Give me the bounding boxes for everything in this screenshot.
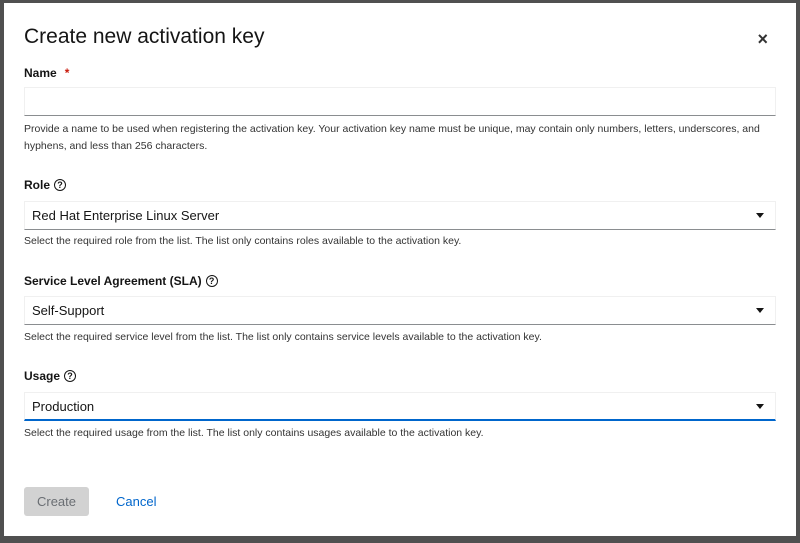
- role-label-text: Role: [24, 178, 51, 192]
- role-value: Red Hat Enterprise Linux Server: [32, 208, 220, 223]
- usage-select[interactable]: [24, 392, 776, 421]
- sla-label: [24, 274, 218, 288]
- usage-label-text: Usage: [24, 369, 61, 383]
- caret-down-icon: [756, 213, 764, 218]
- caret-down-icon: [756, 308, 764, 313]
- create-button[interactable]: Create: [24, 487, 89, 516]
- usage-value: Production: [32, 398, 95, 414]
- name-label: [24, 66, 69, 80]
- help-icon[interactable]: ?: [54, 179, 66, 191]
- create-activation-key-modal: [4, 3, 796, 536]
- sla-select[interactable]: [24, 296, 776, 325]
- usage-help-text: Select the required usage from the list. The list only contains usages available to the activation key.: [24, 427, 484, 439]
- sla-label-text: Service Level Agreement (SLA): [24, 274, 202, 288]
- caret-down-icon: [756, 404, 764, 409]
- name-label-text: Name: [24, 66, 57, 80]
- role-label: [24, 178, 66, 192]
- sla-value: Self-Support: [32, 303, 105, 318]
- cancel-button[interactable]: Cancel: [116, 494, 157, 509]
- help-icon[interactable]: ?: [64, 370, 76, 382]
- sla-help-text: Select the required service level from the list. The list only contains service levels available to the activation key.: [24, 331, 542, 343]
- role-help-text: Select the required role from the list. The list only contains roles available to the activation key.: [24, 235, 462, 247]
- modal-title: Create new activation key: [24, 25, 265, 48]
- name-input[interactable]: [24, 87, 776, 116]
- name-help-text: Provide a name to be used when registering the activation key. Your activation key name must be unique, may contain only numbers, letters, underscores, and hyphens, and less than 256 characters.: [24, 123, 760, 152]
- help-icon[interactable]: ?: [206, 275, 218, 287]
- required-mark: *: [64, 66, 70, 80]
- close-icon[interactable]: ×: [757, 29, 768, 49]
- role-select[interactable]: [24, 201, 776, 230]
- usage-label: [24, 369, 76, 383]
